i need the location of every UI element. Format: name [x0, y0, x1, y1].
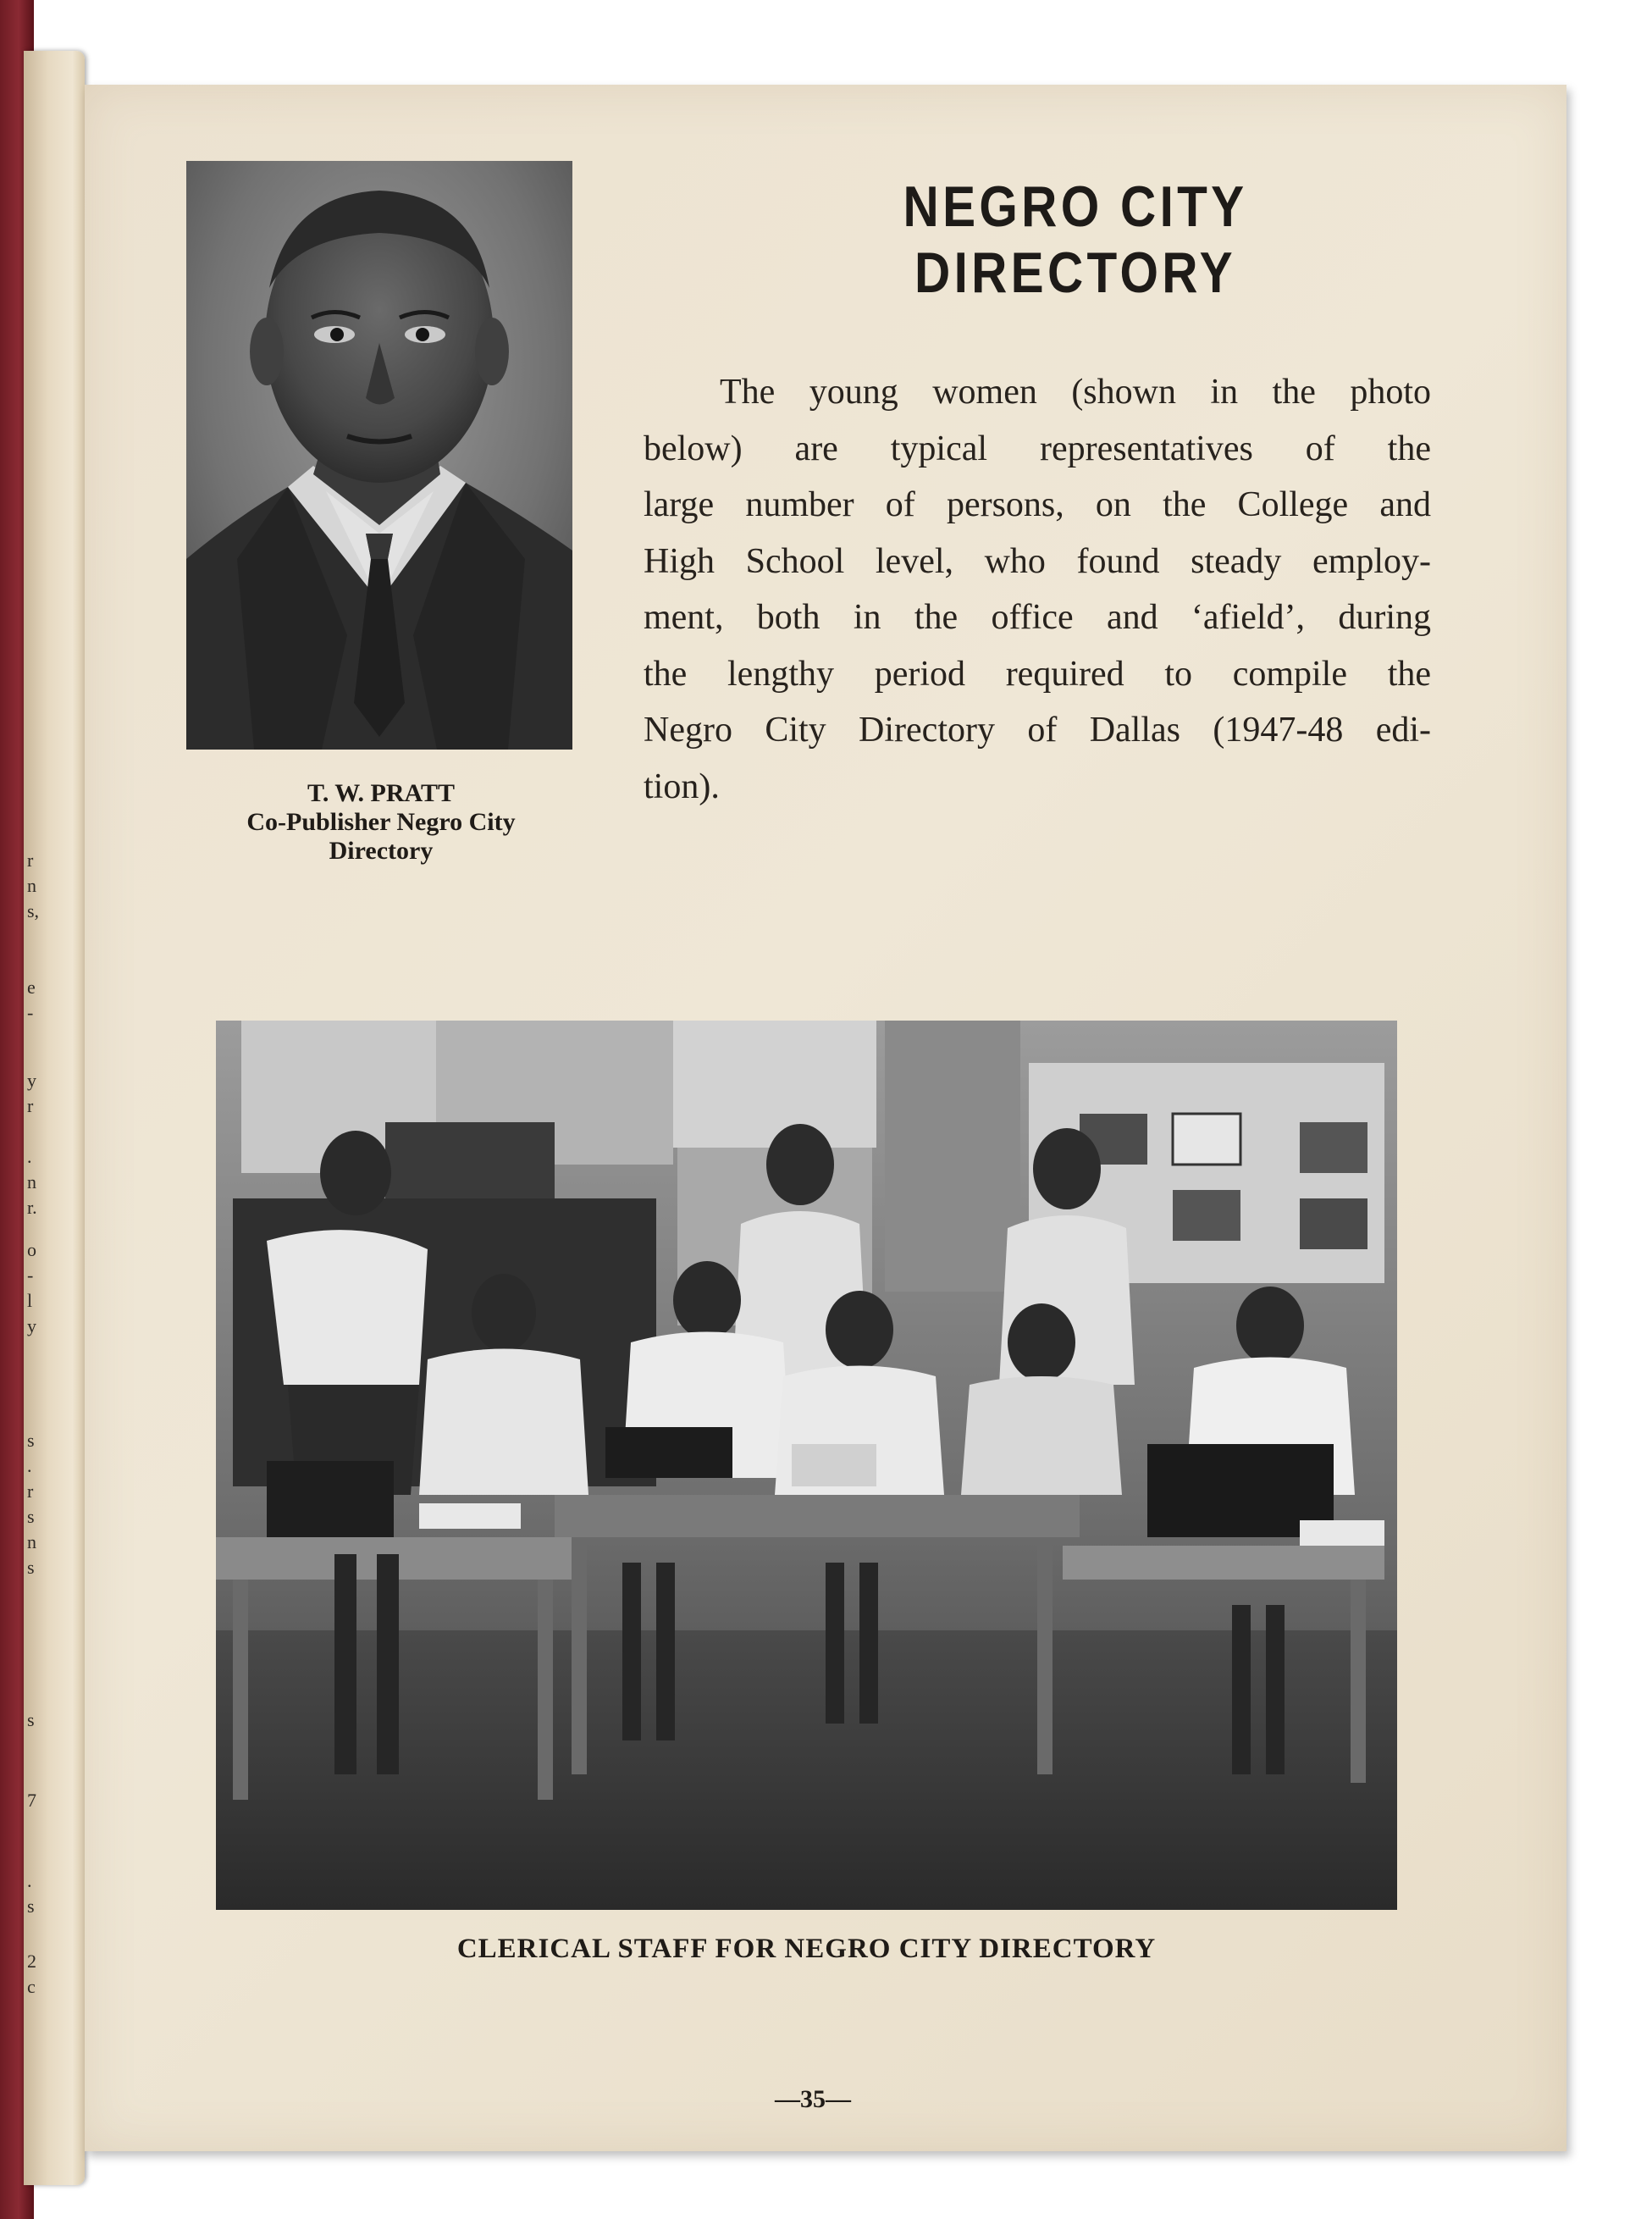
portrait-title-line: Co-Publisher Negro City	[246, 808, 516, 836]
body-paragraph	[644, 364, 1431, 815]
portrait-name: T. W. PRATT	[307, 779, 455, 807]
left-page-fragment: -	[27, 1264, 34, 1286]
left-page-edge	[24, 51, 85, 2185]
left-page-fragment: .	[27, 1870, 32, 1891]
body-line: Negro City Directory of Dallas (1947-48 edi-	[644, 711, 1431, 750]
left-page-fragment: n	[27, 875, 36, 896]
left-page-fragment: r.	[27, 1197, 37, 1218]
left-page-fragment: 2	[27, 1951, 36, 1972]
left-page-fragment: r	[27, 1480, 34, 1502]
left-page-fragment: c	[27, 1976, 36, 1997]
left-page-fragment: r	[27, 849, 34, 871]
body-line: tion).	[644, 766, 720, 806]
portrait-photo	[186, 161, 572, 750]
left-page-fragment: .	[27, 1146, 32, 1167]
left-page-fragment: .	[27, 1455, 32, 1476]
left-page-fragment: r	[27, 1095, 34, 1116]
page-title: NEGRO CITY DIRECTORY	[903, 174, 1248, 305]
left-page-fragment: s	[27, 1430, 35, 1451]
body-line: large number of persons, on the College and	[644, 485, 1431, 524]
group-photo-caption: CLERICAL STAFF FOR NEGRO CITY DIRECTORY	[456, 1934, 1157, 1964]
portrait-title-line: Directory	[329, 837, 434, 865]
left-page-fragment: y	[27, 1315, 36, 1336]
left-page-fragment: 7	[27, 1790, 36, 1811]
left-page-fragment: s	[27, 1895, 35, 1917]
portrait-illustration	[186, 161, 572, 750]
body-line: below) are typical representatives of the	[644, 429, 1431, 468]
left-page-fragment: e	[27, 977, 36, 998]
group-photo-illustration	[216, 1021, 1397, 1910]
left-page-fragment: s	[27, 1557, 35, 1578]
body-line: the lengthy period required to compile the	[644, 654, 1431, 694]
left-page-fragment: -	[27, 1002, 34, 1023]
left-page-fragment: s	[27, 1506, 35, 1527]
body-line: ment, both in the office and ‘afield’, during	[644, 598, 1431, 637]
body-line: High School level, who found steady employ-	[644, 541, 1431, 581]
left-page-fragment: y	[27, 1070, 36, 1091]
body-line: The young women (shown in the photo	[720, 373, 1431, 412]
left-page-fragment: n	[27, 1531, 36, 1552]
left-page-fragment: n	[27, 1171, 36, 1193]
portrait-caption	[195, 779, 567, 866]
left-page-fragment: l	[27, 1290, 33, 1311]
left-page-fragment: s	[27, 1709, 35, 1730]
left-page-fragment: s,	[27, 900, 40, 921]
group-photo	[216, 1021, 1397, 1910]
directory-page	[85, 85, 1566, 2151]
left-page-fragment: o	[27, 1239, 36, 1260]
page-number: —35—	[775, 2085, 851, 2113]
